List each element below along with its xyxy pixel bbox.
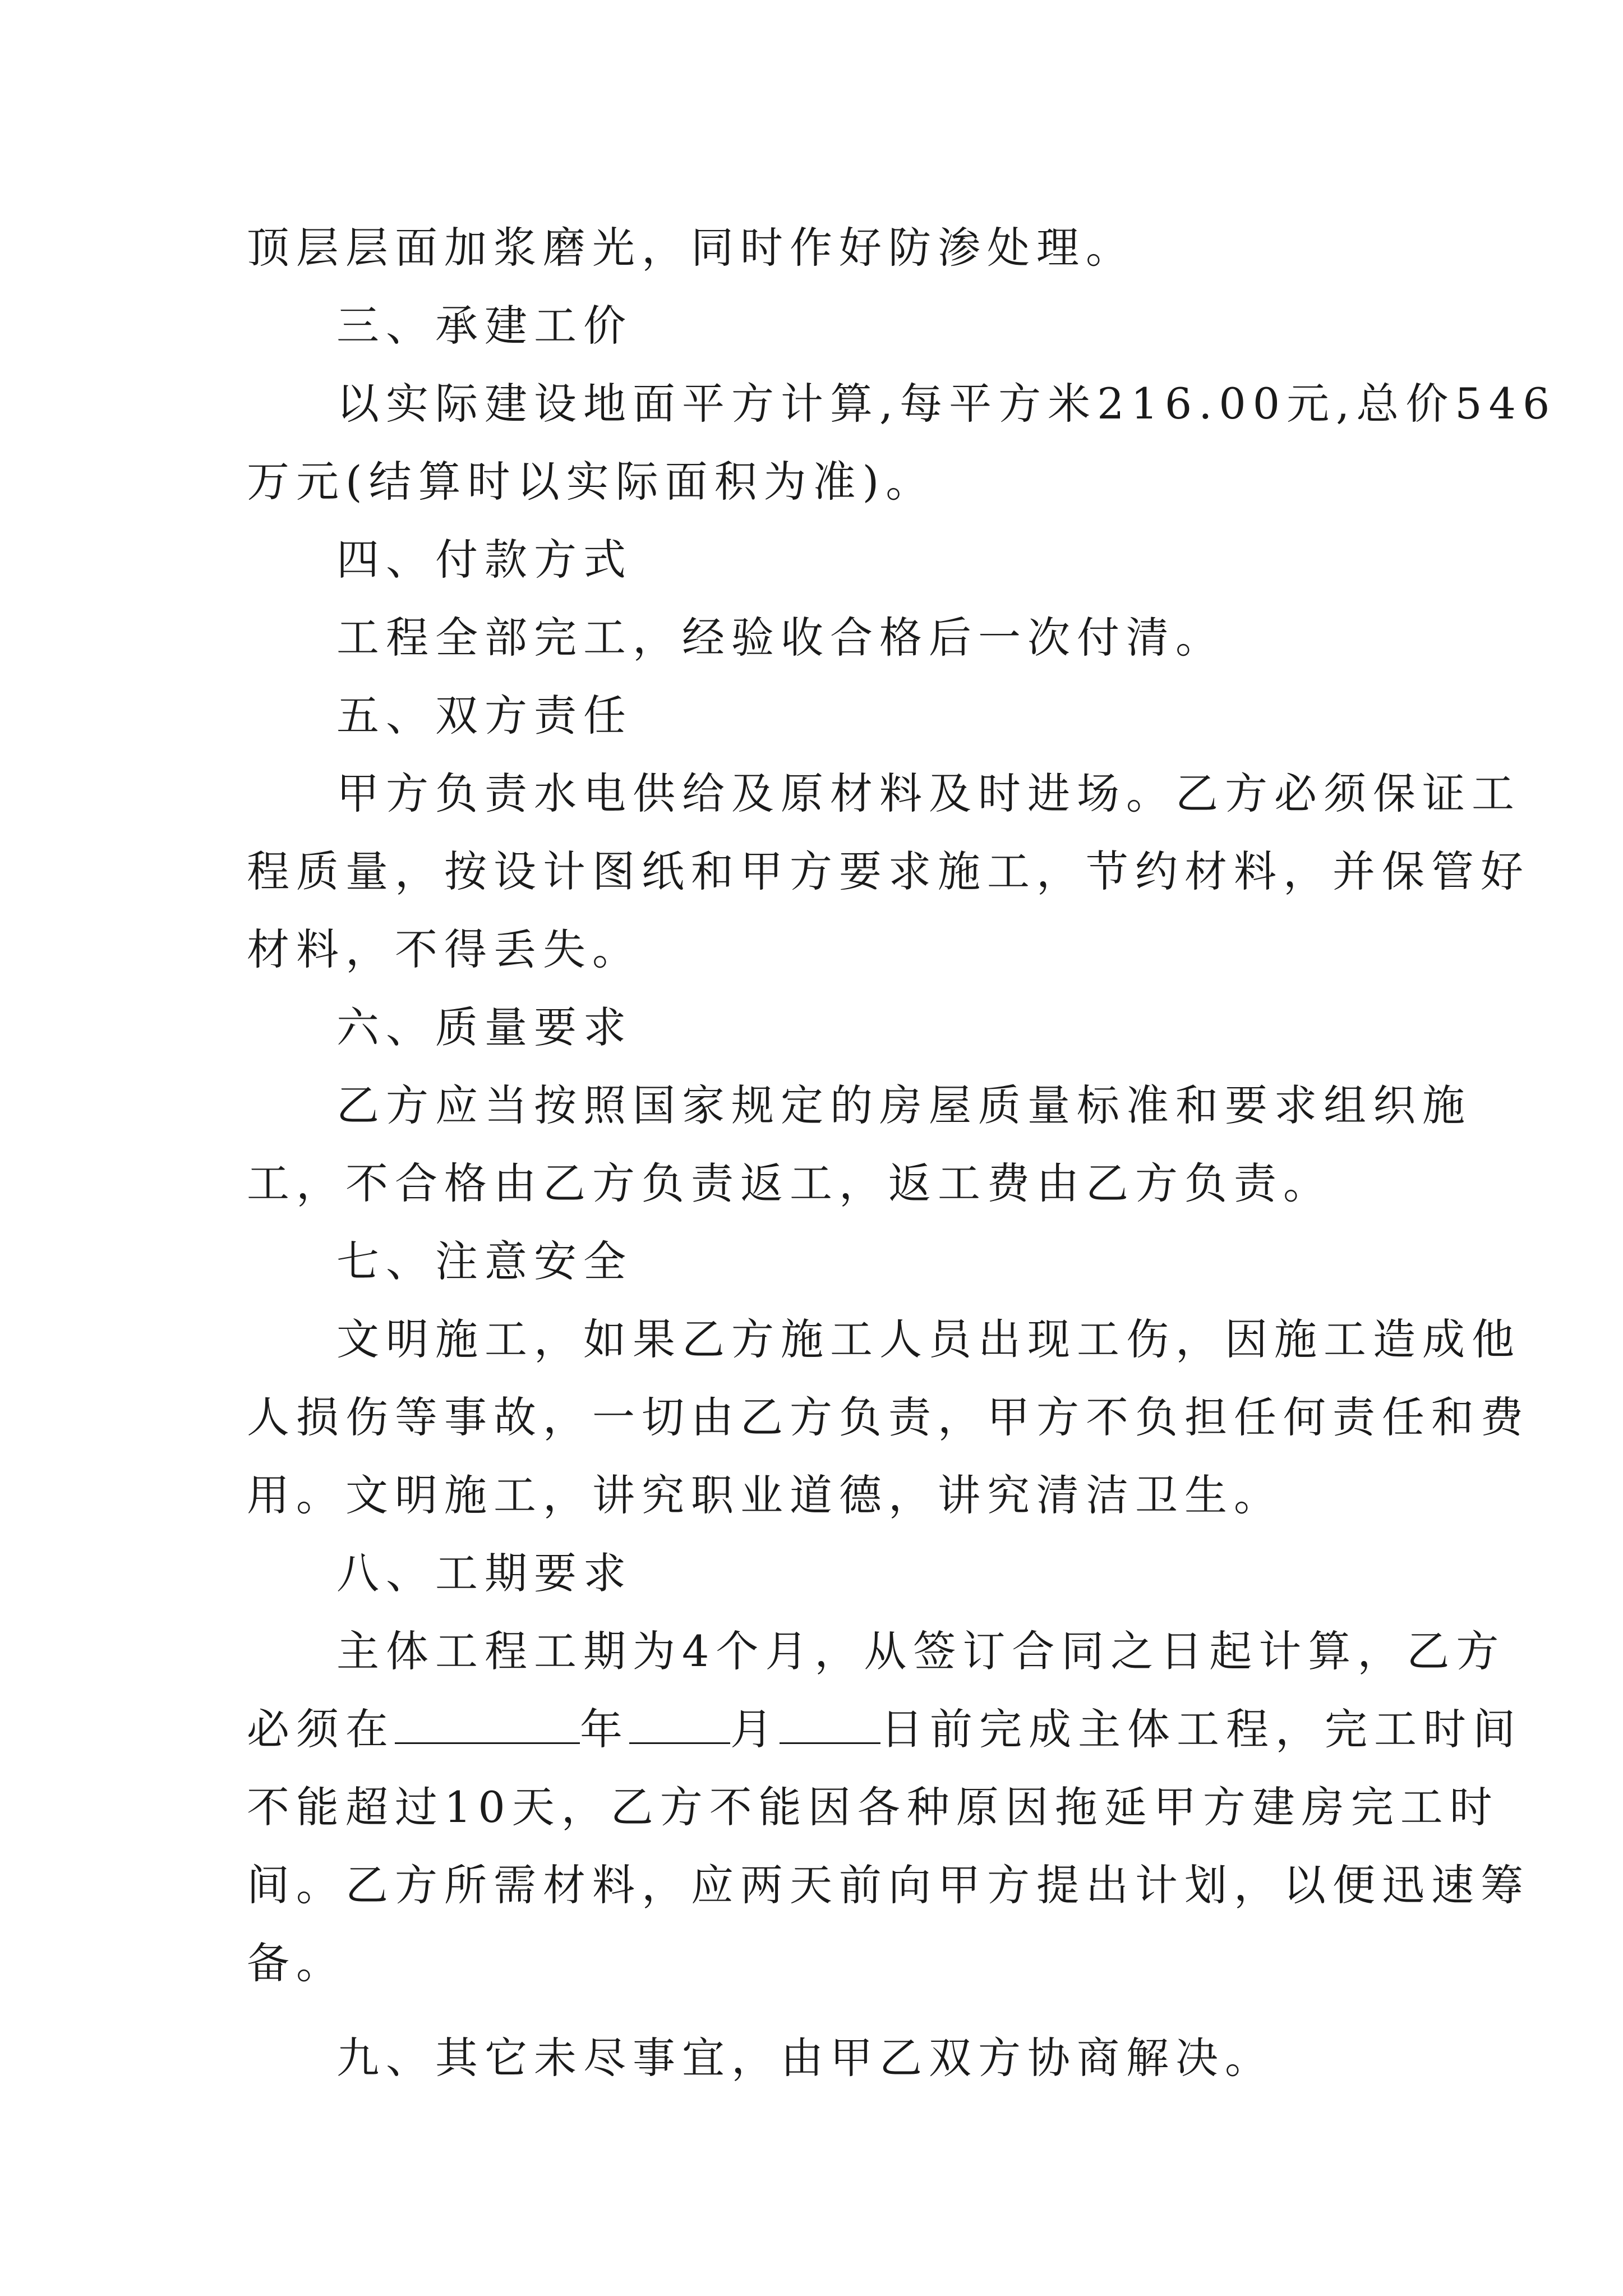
text-fragment: 月	[730, 1704, 780, 1754]
section-heading-payment: 四、付款方式	[336, 535, 633, 585]
day-blank	[780, 1703, 880, 1744]
text-line: 万元(结算时以实际面积为准)。	[247, 457, 935, 507]
year-blank	[395, 1703, 580, 1744]
month-blank	[629, 1703, 730, 1744]
section-heading-quality: 六、质量要求	[336, 1002, 633, 1052]
section-heading-responsibility: 五、双方责任	[336, 691, 633, 740]
text-line: 工，不合格由乙方负责返工，返工费由乙方负责。	[247, 1158, 1332, 1208]
text-fragment: 必须在	[247, 1704, 395, 1754]
section-heading-safety: 七、注意安全	[336, 1236, 633, 1286]
text-line: 用。文明施工，讲究职业道德，讲究清洁卫生。	[247, 1470, 1283, 1520]
text-line: 程质量，按设计图纸和甲方要求施工，节约材料，并保管好	[247, 846, 1530, 896]
text-line: 间。乙方所需材料，应两天前向甲方提出计划，以便迅速筹	[247, 1860, 1530, 1910]
spacer	[247, 2002, 1391, 2019]
section-heading-schedule: 八、工期要求	[336, 1548, 633, 1598]
text-line: 备。	[247, 1938, 345, 1988]
text-line: 人损伤等事故，一切由乙方负责，甲方不负担任何责任和费	[247, 1392, 1530, 1442]
text-line: 材料，不得丢失。	[247, 924, 642, 974]
contract-body	[247, 209, 1557, 2097]
text-line: 甲方负责水电供给及原材料及时进场。乙方必须保证工	[336, 769, 1521, 818]
text-line-with-blanks	[247, 1690, 1522, 1768]
text-line: 主体工程工期为4个月，从签订合同之日起计算，乙方	[336, 1626, 1506, 1676]
text-line: 不能超过10天，乙方不能因各种原因拖延甲方建房完工时	[247, 1782, 1499, 1832]
text-line: 乙方应当按照国家规定的房屋质量标准和要求组织施	[336, 1080, 1472, 1130]
text-line: 文明施工，如果乙方施工人员出现工伤，因施工造成他	[336, 1314, 1521, 1364]
text-fragment: 日前完成主体工程，完工时间	[880, 1704, 1522, 1754]
text-line: 工程全部完工，经验收合格后一次付清。	[336, 613, 1225, 662]
text-fragment: 年	[580, 1704, 629, 1754]
text-line: 以实际建设地面平方计算,每平方米216.00元,总价546	[336, 379, 1557, 429]
text-line: 顶层层面加浆磨光，同时作好防渗处理。	[247, 223, 1135, 273]
section-heading-other: 九、其它未尽事宜，由甲乙双方协商解决。	[336, 2033, 1274, 2083]
section-heading-price: 三、承建工价	[336, 301, 633, 351]
